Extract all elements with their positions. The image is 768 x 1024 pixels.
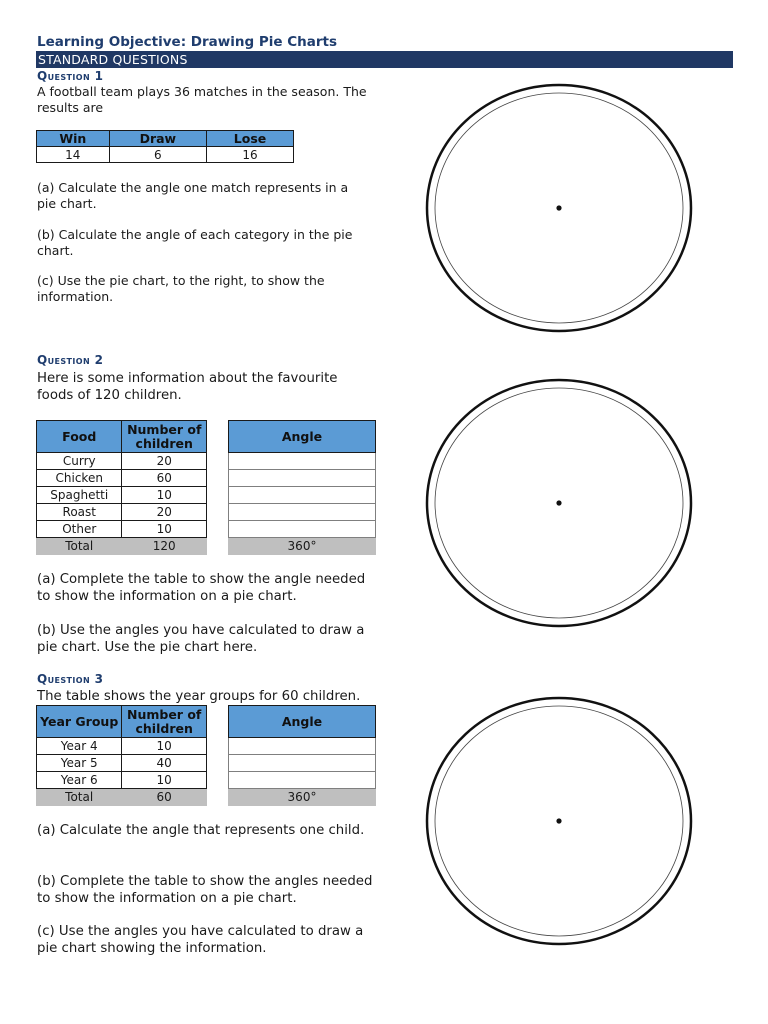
- angle-answer-cell[interactable]: [229, 772, 376, 789]
- angle-answer-cell[interactable]: [229, 453, 376, 470]
- table-total-value: 60: [122, 789, 207, 806]
- table-header: Number of children: [122, 421, 207, 453]
- table-header: Lose: [207, 131, 294, 147]
- table-cell: Spaghetti: [37, 487, 122, 504]
- table-cell: Other: [37, 521, 122, 538]
- table-cell: 10: [122, 521, 207, 538]
- table-header: Year Group: [37, 706, 122, 738]
- table-header: Food: [37, 421, 122, 453]
- table-cell: 60: [122, 470, 207, 487]
- question-1-part-b: (b) Calculate the angle of each category in the pie chart.: [37, 227, 353, 258]
- angle-answer-cell[interactable]: [229, 521, 376, 538]
- q1-results-table: [36, 130, 294, 163]
- question-2-part-b: (b) Use the angles you have calculated to draw a pie chart. Use the pie chart here.: [37, 623, 365, 655]
- q2-food-table: [36, 420, 207, 555]
- table-total-value: 120: [122, 538, 207, 555]
- table-cell: 6: [109, 147, 206, 163]
- question-3-part-b: (b) Complete the table to show the angles needed to show the information on a pie chart.: [37, 874, 373, 906]
- table-cell: Year 6: [37, 772, 122, 789]
- table-total-label: Total: [37, 789, 122, 806]
- angle-answer-cell[interactable]: [229, 504, 376, 521]
- question-3-part-a: (a) Calculate the angle that represents one child.: [37, 823, 365, 838]
- angle-answer-cell[interactable]: [229, 738, 376, 755]
- question-2-part-a: (a) Complete the table to show the angle needed to show the information on a pie chart.: [37, 572, 366, 604]
- question-3-heading: Question 3: [37, 672, 104, 686]
- table-cell: 10: [122, 772, 207, 789]
- table-header: Number of children: [122, 706, 207, 738]
- question-1-part-a: (a) Calculate the angle one match represents in a pie chart.: [37, 180, 349, 211]
- question-1-part-c: (c) Use the pie chart, to the right, to show the information.: [37, 273, 325, 304]
- table-cell: 14: [37, 147, 110, 163]
- angle-answer-cell[interactable]: [229, 470, 376, 487]
- table-cell: Year 4: [37, 738, 122, 755]
- q3-pie-chart-blank[interactable]: [425, 696, 693, 946]
- table-header: Angle: [229, 706, 376, 738]
- angle-answer-cell[interactable]: [229, 755, 376, 772]
- table-header: Angle: [229, 421, 376, 453]
- q2-pie-chart-blank[interactable]: [425, 378, 693, 628]
- table-header: Draw: [109, 131, 206, 147]
- question-1-intro: A football team plays 36 matches in the season. The results are: [37, 84, 367, 115]
- table-cell: 16: [207, 147, 294, 163]
- table-cell: 20: [122, 504, 207, 521]
- table-cell: 40: [122, 755, 207, 772]
- page-title: Learning Objective: Drawing Pie Charts: [37, 34, 337, 50]
- question-3-part-c: (c) Use the angles you have calculated to draw a pie chart showing the information.: [37, 924, 364, 956]
- table-cell: 20: [122, 453, 207, 470]
- table-cell: Curry: [37, 453, 122, 470]
- table-cell: Year 5: [37, 755, 122, 772]
- question-2-intro: Here is some information about the favourite foods of 120 children.: [37, 371, 338, 403]
- table-header: Win: [37, 131, 110, 147]
- table-cell: Chicken: [37, 470, 122, 487]
- q1-pie-chart-blank[interactable]: [425, 83, 693, 333]
- question-1-heading: Question 1: [37, 69, 104, 83]
- angle-total: 360°: [229, 789, 376, 806]
- q3-year-group-table: [36, 705, 207, 806]
- question-2-heading: Question 2: [37, 353, 104, 367]
- table-cell: 10: [122, 487, 207, 504]
- section-banner: STANDARD QUESTIONS: [36, 51, 733, 68]
- angle-total: 360°: [229, 538, 376, 555]
- q2-angle-table: [228, 420, 376, 555]
- table-cell: 10: [122, 738, 207, 755]
- table-cell: Roast: [37, 504, 122, 521]
- q3-angle-table: [228, 705, 376, 806]
- angle-answer-cell[interactable]: [229, 487, 376, 504]
- table-total-label: Total: [37, 538, 122, 555]
- question-3-intro: The table shows the year groups for 60 children.: [37, 689, 361, 704]
